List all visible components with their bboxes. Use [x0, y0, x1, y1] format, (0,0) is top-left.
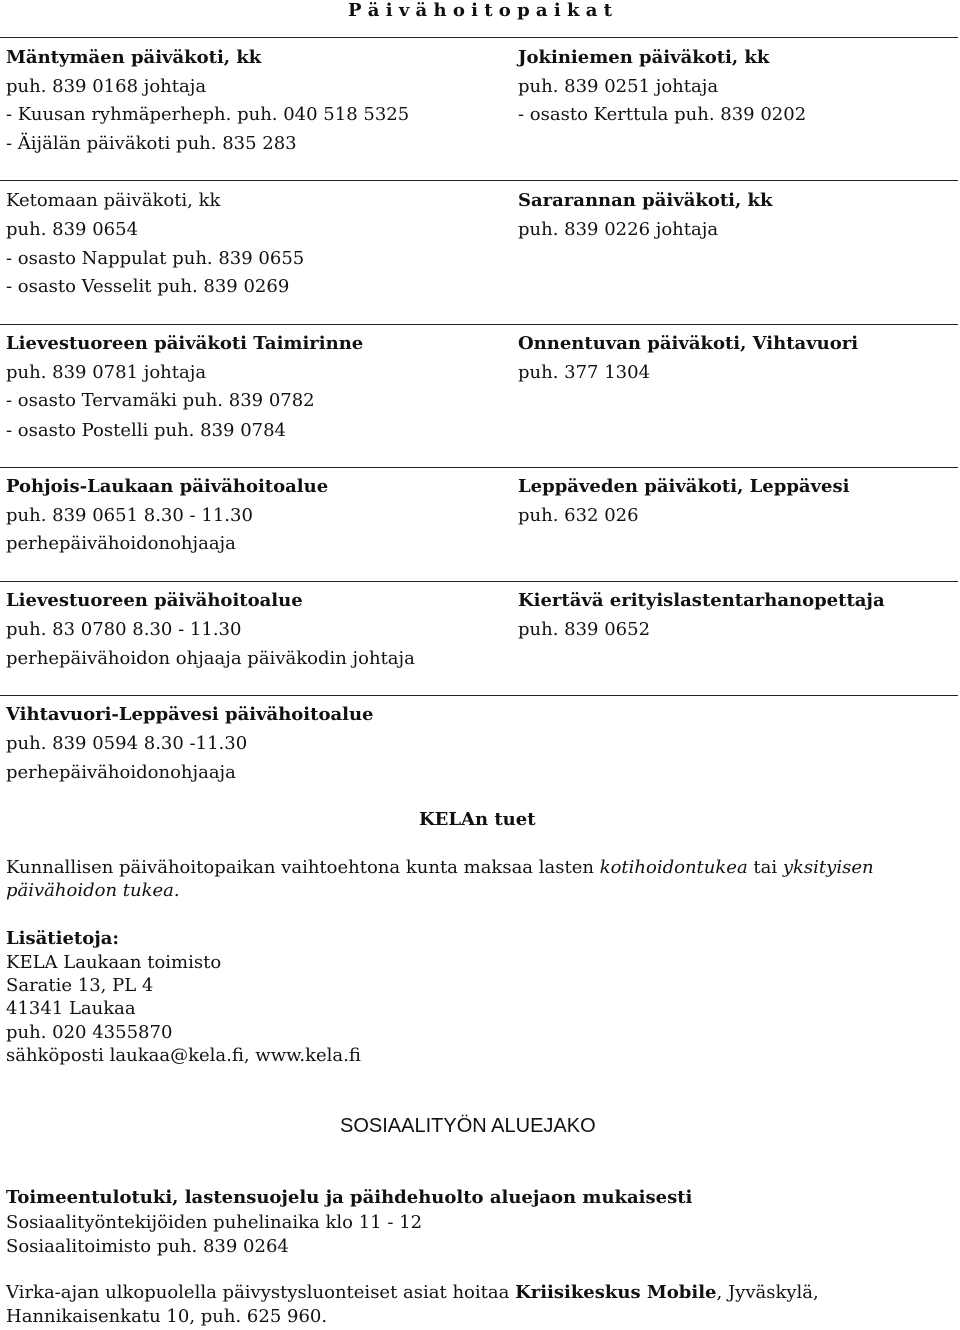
area-line: perhepäivähoidonohjaaja — [6, 533, 236, 554]
info-line: 41341 Laukaa — [6, 998, 136, 1019]
kela-paragraph-line2: päivähoidon tukea. — [6, 880, 180, 901]
section-divider — [0, 695, 958, 696]
daycare-line: - Äijälän päiväkoti puh. 835 283 — [6, 133, 297, 154]
daycare-line: - osasto Tervamäki puh. 839 0782 — [6, 390, 315, 411]
area-line: perhepäivähoidonohjaaja — [6, 762, 236, 783]
kela-heading: KELAn tuet — [419, 809, 536, 830]
info-label: Lisätietoja: — [6, 928, 120, 949]
info-line: puh. 020 4355870 — [6, 1022, 173, 1043]
area-name: Lievestuoreen päivähoitoalue — [6, 590, 303, 611]
area-line: puh. 83 0780 8.30 - 11.30 — [6, 619, 242, 640]
crisis-text: Virka-ajan ulkopuolella päivystysluonteiset asiat hoitaa — [6, 1282, 516, 1303]
social-line: Sosiaalityöntekijöiden puhelinaika klo 11 - 12 — [6, 1212, 423, 1233]
daycare-name: Onnentuvan päiväkoti, Vihtavuori — [518, 333, 859, 354]
area-line: puh. 839 0651 8.30 - 11.30 — [6, 505, 253, 526]
social-line: Sosiaalitoimisto puh. 839 0264 — [6, 1236, 289, 1257]
section-divider — [0, 180, 958, 181]
kela-emphasis: kotihoidontukea — [599, 857, 748, 878]
daycare-name: Sararannan päiväkoti, kk — [518, 190, 773, 211]
area-line: perhepäivähoidon ohjaaja päiväkodin johtaja — [6, 648, 415, 669]
daycare-line: puh. 839 0226 johtaja — [518, 219, 719, 240]
daycare-name: Ketomaan päiväkoti, kk — [6, 190, 221, 211]
daycare-line: puh. 632 026 — [518, 505, 639, 526]
daycare-line: puh. 839 0251 johtaja — [518, 76, 719, 97]
kela-paragraph — [6, 857, 874, 879]
crisis-text: , Jyväskylä, — [716, 1282, 819, 1303]
area-name: Vihtavuori-Leppävesi päivähoitoalue — [6, 704, 374, 725]
area-line: puh. 839 0594 8.30 -11.30 — [6, 733, 248, 754]
section-divider — [0, 324, 958, 325]
section-divider — [0, 37, 958, 38]
crisis-line — [6, 1282, 819, 1304]
info-line: Saratie 13, PL 4 — [6, 975, 154, 996]
daycare-name: Lievestuoreen päiväkoti Taimirinne — [6, 333, 364, 354]
daycare-line: puh. 839 0168 johtaja — [6, 76, 207, 97]
daycare-name: Mäntymäen päiväkoti, kk — [6, 47, 262, 68]
kela-paragraph-text: Kunnallisen päivähoitopaikan vaihtoehtona kunta maksaa lasten — [6, 857, 600, 878]
section-divider — [0, 467, 958, 468]
teacher-title: Kiertävä erityislastentarhanopettaja — [518, 590, 885, 611]
daycare-line: puh. 377 1304 — [518, 362, 651, 383]
section-divider — [0, 581, 958, 582]
social-heading: SOSIAALITYÖN ALUEJAKO — [340, 1115, 596, 1137]
crisis-address: Hannikaisenkatu 10, puh. 625 960. — [6, 1306, 328, 1327]
area-name: Pohjois-Laukaan päivähoitoalue — [6, 476, 329, 497]
daycare-line: - Kuusan ryhmäperheph. puh. 040 518 5325 — [6, 104, 410, 125]
daycare-line: puh. 839 0654 — [6, 219, 139, 240]
info-email-line: sähköposti laukaa@kela.fi, www.kela.fi — [6, 1045, 361, 1066]
daycare-name: Jokiniemen päiväkoti, kk — [518, 47, 770, 68]
daycare-name: Leppäveden päiväkoti, Leppävesi — [518, 476, 850, 497]
info-line: KELA Laukaan toimisto — [6, 952, 222, 973]
daycare-line: - osasto Postelli puh. 839 0784 — [6, 420, 287, 441]
teacher-line: puh. 839 0652 — [518, 619, 651, 640]
daycare-line: - osasto Kerttula puh. 839 0202 — [518, 104, 807, 125]
kela-emphasis: yksityisen — [782, 857, 874, 878]
crisis-center-name: Kriisikeskus Mobile — [515, 1282, 717, 1303]
daycare-line: - osasto Nappulat puh. 839 0655 — [6, 248, 305, 269]
page-title: P ä i v ä h o i t o p a i k a t — [348, 0, 612, 21]
daycare-line: - osasto Vesselit puh. 839 0269 — [6, 276, 290, 297]
daycare-line: puh. 839 0781 johtaja — [6, 362, 207, 383]
social-subheading: Toimeentulotuki, lastensuojelu ja päihdehuolto aluejaon mukaisesti — [6, 1187, 693, 1208]
kela-paragraph-text: tai — [747, 857, 783, 878]
